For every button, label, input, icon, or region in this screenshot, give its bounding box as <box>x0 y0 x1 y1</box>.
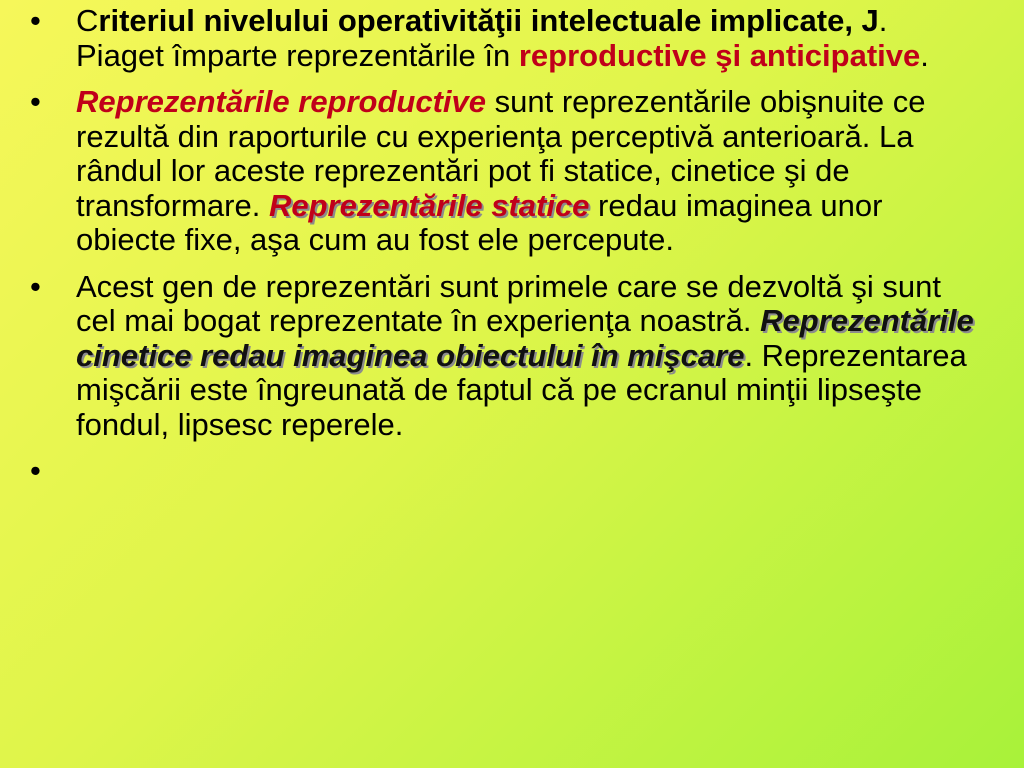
bullet-1-criterion-title: riteriul nivelului operativităţii intelectuale implicate, J <box>98 3 879 38</box>
bullet-item-4 <box>30 454 980 489</box>
bullet-1-highlight: reproductive şi anticipative <box>518 37 921 73</box>
bullet-icon: • <box>30 268 41 304</box>
bullet-3-text: Acest gen de reprezentări sunt primele care se dezvoltă şi sunt cel mai bogat reprezentate în experienţa noastră. <box>76 268 942 338</box>
bullet-2-highlight: Reprezentările statice <box>268 187 590 223</box>
bullet-item-2 <box>30 85 980 258</box>
bullet-icon: • <box>30 3 41 38</box>
bullet-icon: • <box>30 84 41 119</box>
bullet-2-end: redau imaginea unor obiecte fixe, aşa cum au fost ele percepute. <box>76 187 883 257</box>
bullet-item-1 <box>30 4 980 73</box>
bullet-1-text: . Piaget împarte reprezentările în <box>76 3 888 73</box>
bullet-2-term: Reprezentările reproductive <box>76 84 487 119</box>
bullet-1-end: . <box>920 37 929 73</box>
bullet-3-end: . Reprezentarea mişcării este îngreunată de faptul că pe ecranul minţii lipseşte fondul, lipsesc reperele. <box>76 337 967 442</box>
bullet-item-3 <box>30 270 980 443</box>
bullet-4-empty <box>76 453 85 488</box>
bullet-icon: • <box>30 453 41 488</box>
bullet-1-lead-letter: C <box>76 3 99 38</box>
bullet-2-text: sunt reprezentările obişnuite ce rezultă din raporturile cu experienţa perceptivă anterioară. La rândul lor aceste reprezentări pot fi statice, cinetice şi de transformare. <box>76 84 926 223</box>
bullet-3-highlight: Reprezentările cinetice redau imaginea obiectului în mişcare <box>76 303 974 373</box>
bullet-list <box>30 4 980 501</box>
